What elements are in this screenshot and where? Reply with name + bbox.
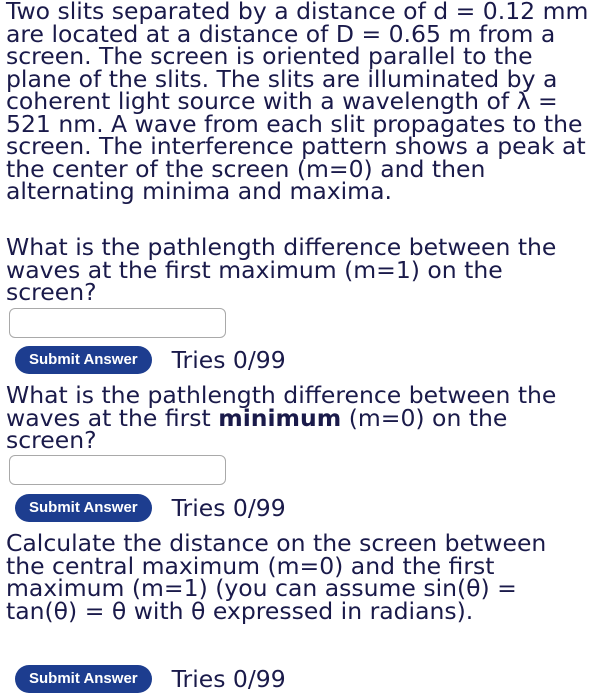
tries-counter-3: Tries 0/99 — [171, 665, 286, 693]
question-3-prompt: Calculate the distance on the screen between the central maximum (m=0) and the first maximum (m=1) (you can assume sin(θ) = tan(θ) = θ with θ expressed in radians). — [6, 529, 547, 625]
submit-answer-button-2[interactable]: Submit Answer — [15, 494, 152, 522]
submit-answer-button-1[interactable]: Submit Answer — [15, 346, 152, 374]
question-2-prompt — [6, 381, 576, 454]
problem-intro: Two slits separated by a distance of d = 0.12 mm are located at a distance of D = 0.65 m from a screen. The screen is oriented parallel to the plane of the slits. The slits are illuminated by a coherent light source with a wavelength of λ = 521 nm. A wave from each slit propagates to the screen. The interference pattern shows a peak at the center of the screen (m=0) and then alternating minima and maxima. — [6, 0, 589, 205]
question-2-prompt-start: What is the pathlength difference between the waves at the first — [6, 381, 557, 432]
tries-counter-1: Tries 0/99 — [171, 346, 286, 374]
answer-input-2[interactable] — [9, 455, 226, 485]
question-2-prompt-end: (m=0) on the screen? — [6, 403, 508, 454]
submit-row-3 — [15, 665, 286, 693]
tries-counter-2: Tries 0/99 — [171, 494, 286, 522]
submit-row-2 — [15, 494, 286, 522]
question-2-prompt-emphasis: minimum — [218, 403, 342, 432]
submit-answer-button-3[interactable]: Submit Answer — [15, 665, 152, 693]
answer-input-1[interactable] — [9, 308, 226, 338]
question-1-prompt: What is the pathlength difference between the waves at the first maximum (m=1) on the screen? — [6, 233, 557, 306]
submit-row-1 — [15, 346, 286, 374]
